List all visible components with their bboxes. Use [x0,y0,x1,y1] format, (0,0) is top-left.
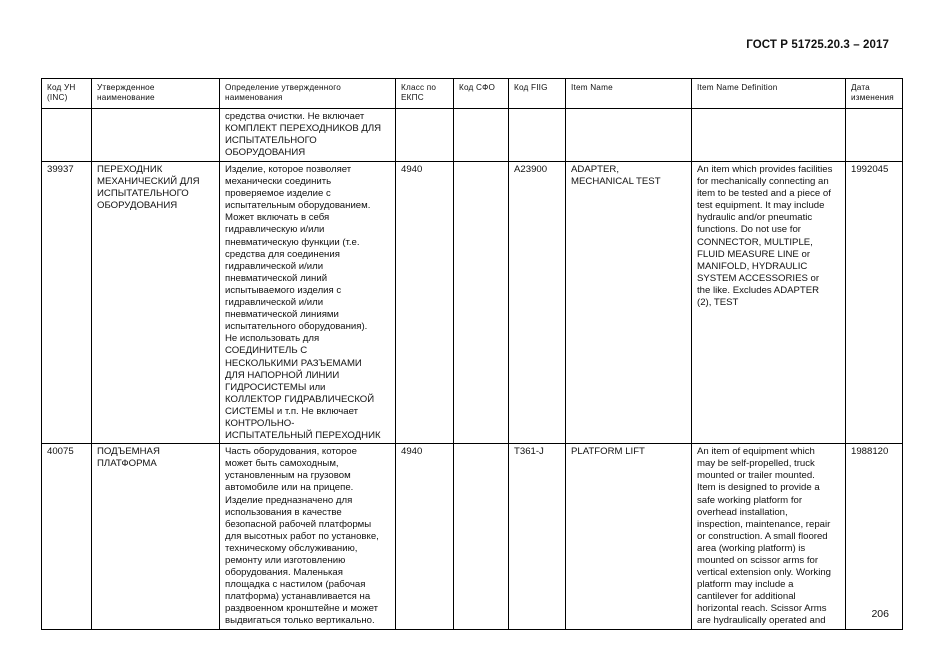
cell-change-date: 1992045 [846,162,903,444]
col-header-sfo-code: Код СФО [454,79,509,109]
cell-ekps-class [396,109,454,162]
cell-sfo-code [454,162,509,444]
cell-item-name: PLATFORM LIFT [566,444,692,629]
cell-inc: 40075 [42,444,92,629]
cell-sfo-code [454,444,509,629]
cell-approved-name: ПЕРЕХОДНИК МЕХАНИЧЕСКИЙ ДЛЯ ИСПЫТАТЕЛЬНОГО ОБОРУДОВАНИЯ [92,162,220,444]
table-header-row [42,79,903,109]
cell-approved-name-definition: Часть оборудования, которое может быть самоходным, установленным на грузовом автомобиле или на прицепе. Изделие предназначено для использования в качестве безопасной рабочей платформы для высотных работ по установке, техническому обслуживанию, ремонту или изготовлению оборудования. Маленькая площадка с настилом (рабочая платформа) устанавливается на раздвоенном кронштейне и может выдвигаться только вертикально. [220,444,396,629]
cell-item-name: ADAPTER, MECHANICAL TEST [566,162,692,444]
table-row [42,109,903,162]
cell-inc: 39937 [42,162,92,444]
cell-ekps-class: 4940 [396,162,454,444]
page-number: 206 [871,608,889,620]
cell-approved-name: ПОДЪЕМНАЯ ПЛАТФОРМА [92,444,220,629]
col-header-item-name: Item Name [566,79,692,109]
col-header-approved-name-definition: Определение утвержденного наименования [220,79,396,109]
cell-item-name [566,109,692,162]
cell-fiig-code [509,109,566,162]
cell-sfo-code [454,109,509,162]
cell-item-name-definition [692,109,846,162]
cell-change-date [846,109,903,162]
cell-item-name-definition: An item of equipment which may be self-propelled, truck mounted or trailer mounted. Item is designed to provide a safe working platform for overhead installation, inspection, maintenance, repair or construction. A small floored area (working platform) is mounted on scissor arms for vertical extension only. Working platform may include a cantilever for additional horizontal reach. Scissor Arms are hydraulically operated and [692,444,846,629]
cell-ekps-class: 4940 [396,444,454,629]
classification-table [41,78,903,630]
col-header-approved-name: Утвержденное наименование [92,79,220,109]
cell-change-date: 1988120 [846,444,903,629]
cell-approved-name-definition: средства очистки. Не включает КОМПЛЕКТ ПЕРЕХОДНИКОВ ДЛЯ ИСПЫТАТЕЛЬНОГО ОБОРУДОВАНИЯ [220,109,396,162]
document-standard-id: ГОСТ Р 51725.20.3 – 2017 [746,39,889,51]
col-header-fiig-code: Код FIIG [509,79,566,109]
cell-item-name-definition: An item which provides facilities for mechanically connecting an item to be tested and a piece of test equipment. It may include hydraulic and/or pneumatic functions. Do not use for CONNECTOR, MULTIPLE, FLUID MEASURE LINE or MANIFOLD, HYDRAULIC SYSTEM ACCESSORIES or the like. Excludes ADAPTER (2), TEST [692,162,846,444]
table-row [42,162,903,444]
cell-fiig-code: T361-J [509,444,566,629]
col-header-inc: Код УН (INC) [42,79,92,109]
cell-fiig-code: A23900 [509,162,566,444]
table-row [42,444,903,629]
cell-approved-name [92,109,220,162]
cell-approved-name-definition: Изделие, которое позволяет механически соединить проверяемое изделие с испытательным оборудованием. Может включать в себя гидравлическую и/или пневматическую функции (т.е. средства для соединения гидравлической и/или пневматической линий испытываемого изделия с гидравлической и/или пневматической линиями испытательного оборудования). Не использовать для СОЕДИНИТЕЛЬ С НЕСКОЛЬКИМИ РАЗЪЕМАМИ ДЛЯ НАПОРНОЙ ЛИНИИ ГИДРОСИСТЕМЫ или КОЛЛЕКТОР ГИДРАВЛИЧЕСКОЙ СИСТЕМЫ и т.п. Не включает КОНТРОЛЬНО- ИСПЫТАТЕЛЬНЫЙ ПЕРЕХОДНИК [220,162,396,444]
col-header-change-date: Дата изменения [846,79,903,109]
cell-inc [42,109,92,162]
col-header-item-name-definition: Item Name Definition [692,79,846,109]
col-header-ekps-class: Класс по ЕКПС [396,79,454,109]
